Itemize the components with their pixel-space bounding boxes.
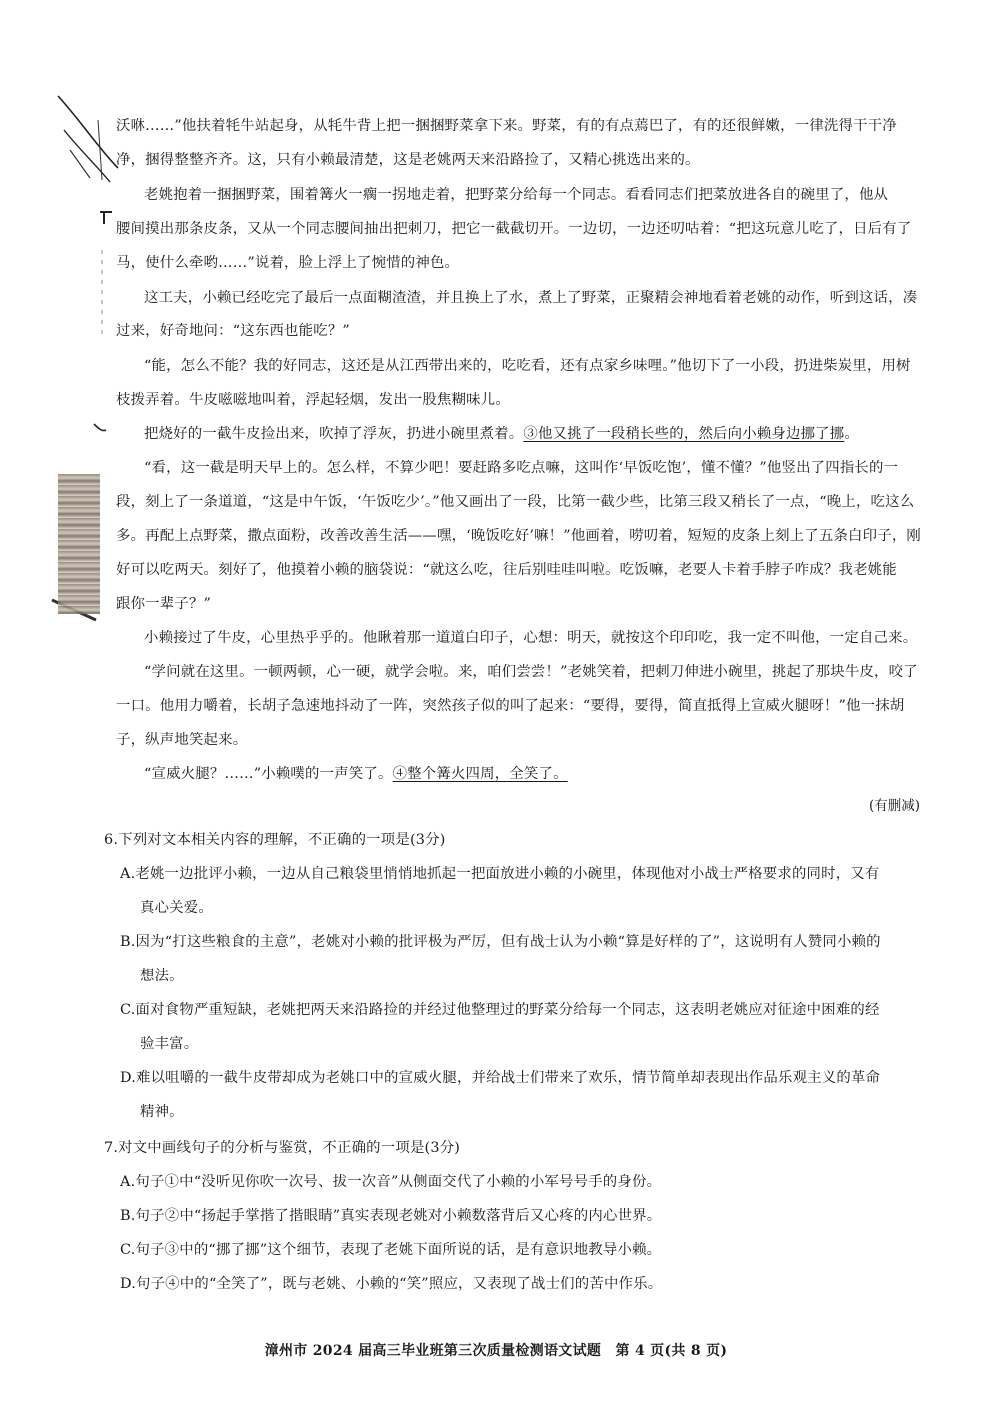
page-footer: 漳州市 2024 届高三毕业班第三次质量检测语文试题 第 4 页(共 8 页) xyxy=(264,1343,728,1359)
question-6-option-c-cont: 验丰富。 xyxy=(140,1036,199,1052)
text-line: 跟你一辈子？” xyxy=(116,596,212,612)
question-6-option-b: B.因为“打这些粮食的主意”，老姚对小赖的批评极为严厉，但有战士认为小赖“算是好样的了”，这说明有人赞同小赖的 xyxy=(120,934,881,950)
question-7-stem xyxy=(104,1138,924,1158)
text-line: 过来，好奇地问：“这东西也能吃？” xyxy=(116,323,350,339)
text-line: 子，纵声地笑起来。 xyxy=(116,732,248,748)
text-line: 腰间摸出那条皮条，又从一个同志腰间抽出把刺刀，把它一截截切开。一边切，一边还叨咕着：“把这玩意儿吃了，日后有了 xyxy=(116,221,912,237)
sentence-text: 把烧好的一截牛皮捡出来，吹掉了浮灰，扔进小碗里煮着。 xyxy=(144,426,524,442)
text-line xyxy=(144,424,924,444)
text-line: 马，使什么牵哟……”说着，脸上浮上了惋惜的神色。 xyxy=(116,255,460,271)
question-6-option-d-cont: 精神。 xyxy=(140,1104,184,1120)
stem-text: 确的一项是(3分) xyxy=(351,1140,461,1156)
question-7-option-b: B.句子②中“扬起手掌揩了揩眼睛”真实表现老姚对小赖数落背后又心疼的内心世界。 xyxy=(120,1208,662,1224)
text-line: 净，捆得整整齐齐。这，只有小赖最清楚，这是老姚两天来沿路捡了，又精心挑选出来的。 xyxy=(116,152,700,168)
question-7-option-a: A.句子①中“没听见你吹一次号、拔一次音”从侧面交代了小赖的小军号号手的身份。 xyxy=(120,1174,662,1190)
question-6-option-a: A.老姚一边批评小赖，一边从自己粮袋里悄悄地抓起一把面放进小赖的小碗里，体现他对小战士严格要求的同时，又有 xyxy=(120,866,880,882)
question-7-option-d: D.句子④中的“全笑了”，既与老姚、小赖的“笑”照应，又表现了战士们的苦中作乐。 xyxy=(120,1276,663,1292)
stem-text: 正确的一项是(3分) xyxy=(322,832,446,848)
question-6-stem xyxy=(104,830,924,850)
stem-text: 7.对文中画线句子的分析与鉴赏，不 xyxy=(104,1140,337,1156)
text-line: “看，这一截是明天早上的。怎么样，不算少吧！要赶路多吃点嘛，这叫作‘早饭吃饱’，懂不懂？”他竖出了四指长的一 xyxy=(144,460,899,476)
question-6-option-c: C.面对食物严重短缺，老姚把两天来沿路捡的并经过他整理过的野菜分给每一个同志，这表明老姚应对征途中困难的经 xyxy=(120,1002,880,1018)
question-7-option-c: C.句子③中的“挪了挪”这个细节，表现了老姚下面所说的话，是有意识地教导小赖。 xyxy=(120,1242,662,1258)
question-6-option-a-cont: 真心关爱。 xyxy=(140,900,213,916)
text-line: 多。再配上点野菜，撒点面粉，改善改善生活——嘿，‘晚饭吃好’嘛！”他画着，唠叨着，短短的皮条上刻上了五条白印子，刚 xyxy=(116,528,922,544)
scan-shadow-strip xyxy=(58,474,100,614)
emphasis-char: 不 xyxy=(307,832,323,848)
stem-text: 6.下列对文本相关内容的理解， xyxy=(104,832,308,848)
underlined-sentence-3: ③他又挑了一段稍长些的，然后向小赖身边挪了挪 xyxy=(523,426,845,442)
text-line: “学问就在这里。一顿两顿，心一硬，就学会啦。来，咱们尝尝！”老姚笑着，把刺刀伸进小碗里，挑起了那块牛皮，咬了 xyxy=(144,664,918,680)
text-line: 小赖接过了牛皮，心里热乎乎的。他瞅着那一道道白印子，心想：明天，就按这个印印吃，我一定不叫他，一定自己来。 xyxy=(144,630,918,646)
text-line: 枝拨弄着。牛皮嗞嗞地叫着，浮起轻烟，发出一股焦糊味儿。 xyxy=(116,392,510,408)
text-line: “能，怎么不能？我的好同志，这还是从江西带出来的，吃吃看，还有点家乡味哩。”他切下了一小段，扔进柴炭里，用树 xyxy=(144,358,911,374)
question-6-option-b-cont: 想法。 xyxy=(140,968,184,984)
text-line: 这工夫，小赖已经吃完了最后一点面糊渣渣，并且换上了水，煮上了野菜，正聚精会神地看着老姚的动作，听到这话，凑 xyxy=(144,290,918,306)
sentence-text: “宣威火腿？……”小赖噗的一声笑了。 xyxy=(144,766,393,782)
emphasis-char: 正 xyxy=(337,1140,352,1156)
text-line: 老姚抱着一捆捆野菜，围着篝火一瘸一拐地走着，把野菜分给每一个同志。看看同志们把菜放进各自的碗里了，他从 xyxy=(144,187,889,203)
underlined-sentence-4: ④整个篝火四周，全笑了。 xyxy=(392,766,568,782)
text-line: 段，刻上了一条道道，“这是中午饭，‘午饭吃少’。”他又画出了一段，比第一截少些，比第三段又稍长了一点，“晚上，吃这么 xyxy=(116,494,915,510)
text-line xyxy=(144,764,924,784)
text-line: 沃咻……”他扶着牦牛站起身，从牦牛背上把一捆捆野菜拿下来。野菜，有的有点蔫巴了，有的还很鲜嫩，一律洗得干干净 xyxy=(116,118,897,134)
question-6-option-d: D.难以咀嚼的一截牛皮带却成为老姚口中的宣威火腿，并给战士们带来了欢乐，情节简单却表现出作品乐观主义的革命 xyxy=(120,1070,881,1086)
source-note: (有删减) xyxy=(868,798,920,814)
text-line: 好可以吃两天。刻好了，他摸着小赖的脑袋说：“就这么吃，往后别哇哇叫啦。吃饭嘛，老要人卡着手脖子咋成？我老姚能 xyxy=(116,562,897,578)
text-line: 一口。他用力嚼着，长胡子急速地抖动了一阵，突然孩子似的叫了起来：“要得，要得，简直抵得上宣威火腿呀！”他一抹胡 xyxy=(116,698,905,714)
period-text: 。 xyxy=(844,426,859,442)
